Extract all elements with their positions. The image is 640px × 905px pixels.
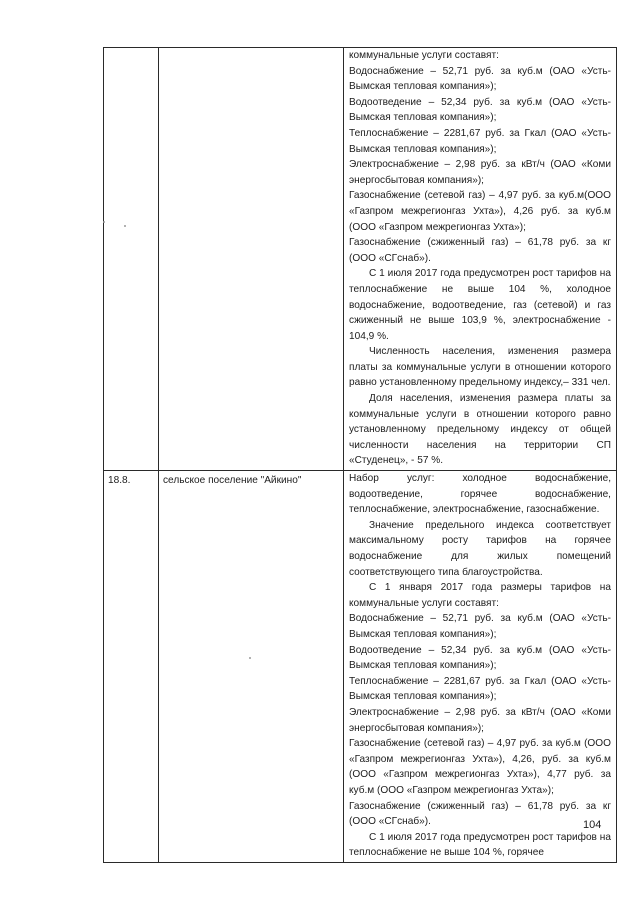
description-paragraph: Газоснабжение (сжиженный газ) – 61,78 руб. за кг (ООО «СГснаб»). — [349, 237, 611, 264]
description-paragraph: С 1 июля 2017 года предусмотрен рост тарифов на теплоснабжение не выше 104 %, горячее — [349, 831, 611, 859]
description-paragraph: Водоснабжение – 52,71 руб. за куб.м (ОАО «Усть-Вымская тепловая компания»); — [349, 613, 611, 640]
description-paragraph: Теплоснабжение – 2281,67 руб. за Гкал (ОАО «Усть-Вымская тепловая компания»); — [349, 675, 611, 703]
row-number-cell — [104, 48, 159, 471]
settlement-name-cell: сельское поселение "Айкино" — [159, 471, 344, 863]
tariff-description-cell — [344, 471, 617, 863]
table-row — [104, 471, 617, 863]
row-number-cell: 18.8. — [104, 471, 159, 863]
description-paragraph: Численность населения, изменения размера платы за коммунальные услуги в отношении которого равно установленному предельному индексу,– 331 чел. — [349, 346, 611, 389]
description-paragraph: Электроснабжение – 2,98 руб. за кВт/ч (ОАО «Коми энергосбытовая компания»); — [349, 706, 611, 734]
description-paragraph: Набор услуг: холодное водоснабжение, водоотведение, горячее водоснабжение, теплоснабжение, электроснабжение, газоснабжение. — [349, 473, 611, 516]
settlement-name-cell — [159, 48, 344, 471]
tariff-table — [103, 47, 617, 863]
description-paragraph: Значение предельного индекса соответствует максимальному росту тарифов на горячее водоснабжение для жилых помещений соответствующего типа благоустройства. — [349, 519, 611, 578]
description-paragraph: коммунальные услуги составят: — [349, 50, 499, 61]
scan-speck — [124, 225, 126, 227]
description-paragraph: Доля населения, изменения размера платы за коммунальные услуги в отношении которого равно установленному предельному индексу от общей численности населения на территории СП «Студенец», - 57 %. — [349, 393, 611, 467]
page-number: 104 — [583, 819, 602, 831]
scan-speck — [103, 221, 105, 223]
description-paragraph: С 1 января 2017 года размеры тарифов на коммунальные услуги составят: — [349, 582, 611, 609]
description-paragraph: Водоотведение – 52,34 руб. за куб.м (ОАО «Усть-Вымская тепловая компания»); — [349, 644, 611, 672]
description-paragraph: С 1 июля 2017 года предусмотрен рост тарифов на теплоснабжение не выше 104 %, холодное водоснабжение, водоотведение, газ (сетевой) и газ сжиженный не выше 103,9 %, электроснабжение - 104,9 %. — [349, 268, 611, 342]
description-paragraph: Газоснабжение (сжиженный газ) – 61,78 руб. за кг (ООО «СГснаб»). — [349, 800, 611, 828]
description-paragraph: Водоотведение – 52,34 руб. за куб.м (ОАО «Усть-Вымская тепловая компания»); — [349, 96, 611, 124]
description-paragraph: Теплоснабжение – 2281,67 руб. за Гкал (ОАО «Усть-Вымская тепловая компания»); — [349, 127, 611, 155]
description-paragraph: Электроснабжение – 2,98 руб. за кВт/ч (ОАО «Коми энергосбытовая компания»); — [349, 159, 611, 186]
description-paragraph: Водоснабжение – 52,71 руб. за куб.м (ОАО «Усть-Вымская тепловая компания»); — [349, 65, 611, 93]
description-paragraph: Газоснабжение (сетевой газ) – 4,97 руб. за куб.м (ООО «Газпром межрегионгаз Ухта»), 4,26, руб. за куб.м (ООО «Газпром межрегионгаз Ухта»), 4,77 руб. за куб.м (ООО «Газпром межрегионгаз Ухта»); — [349, 738, 611, 796]
tariff-description-cell — [344, 48, 617, 471]
scan-speck — [249, 657, 251, 659]
table-row — [104, 48, 617, 471]
description-paragraph: Газоснабжение (сетевой газ) – 4,97 руб. за куб.м(ООО «Газпром межрегионгаз Ухта»), 4,26 руб. за куб.м (ООО «Газпром межрегионгаз Ухта»); — [349, 190, 611, 233]
tariff-table-body — [104, 48, 617, 863]
